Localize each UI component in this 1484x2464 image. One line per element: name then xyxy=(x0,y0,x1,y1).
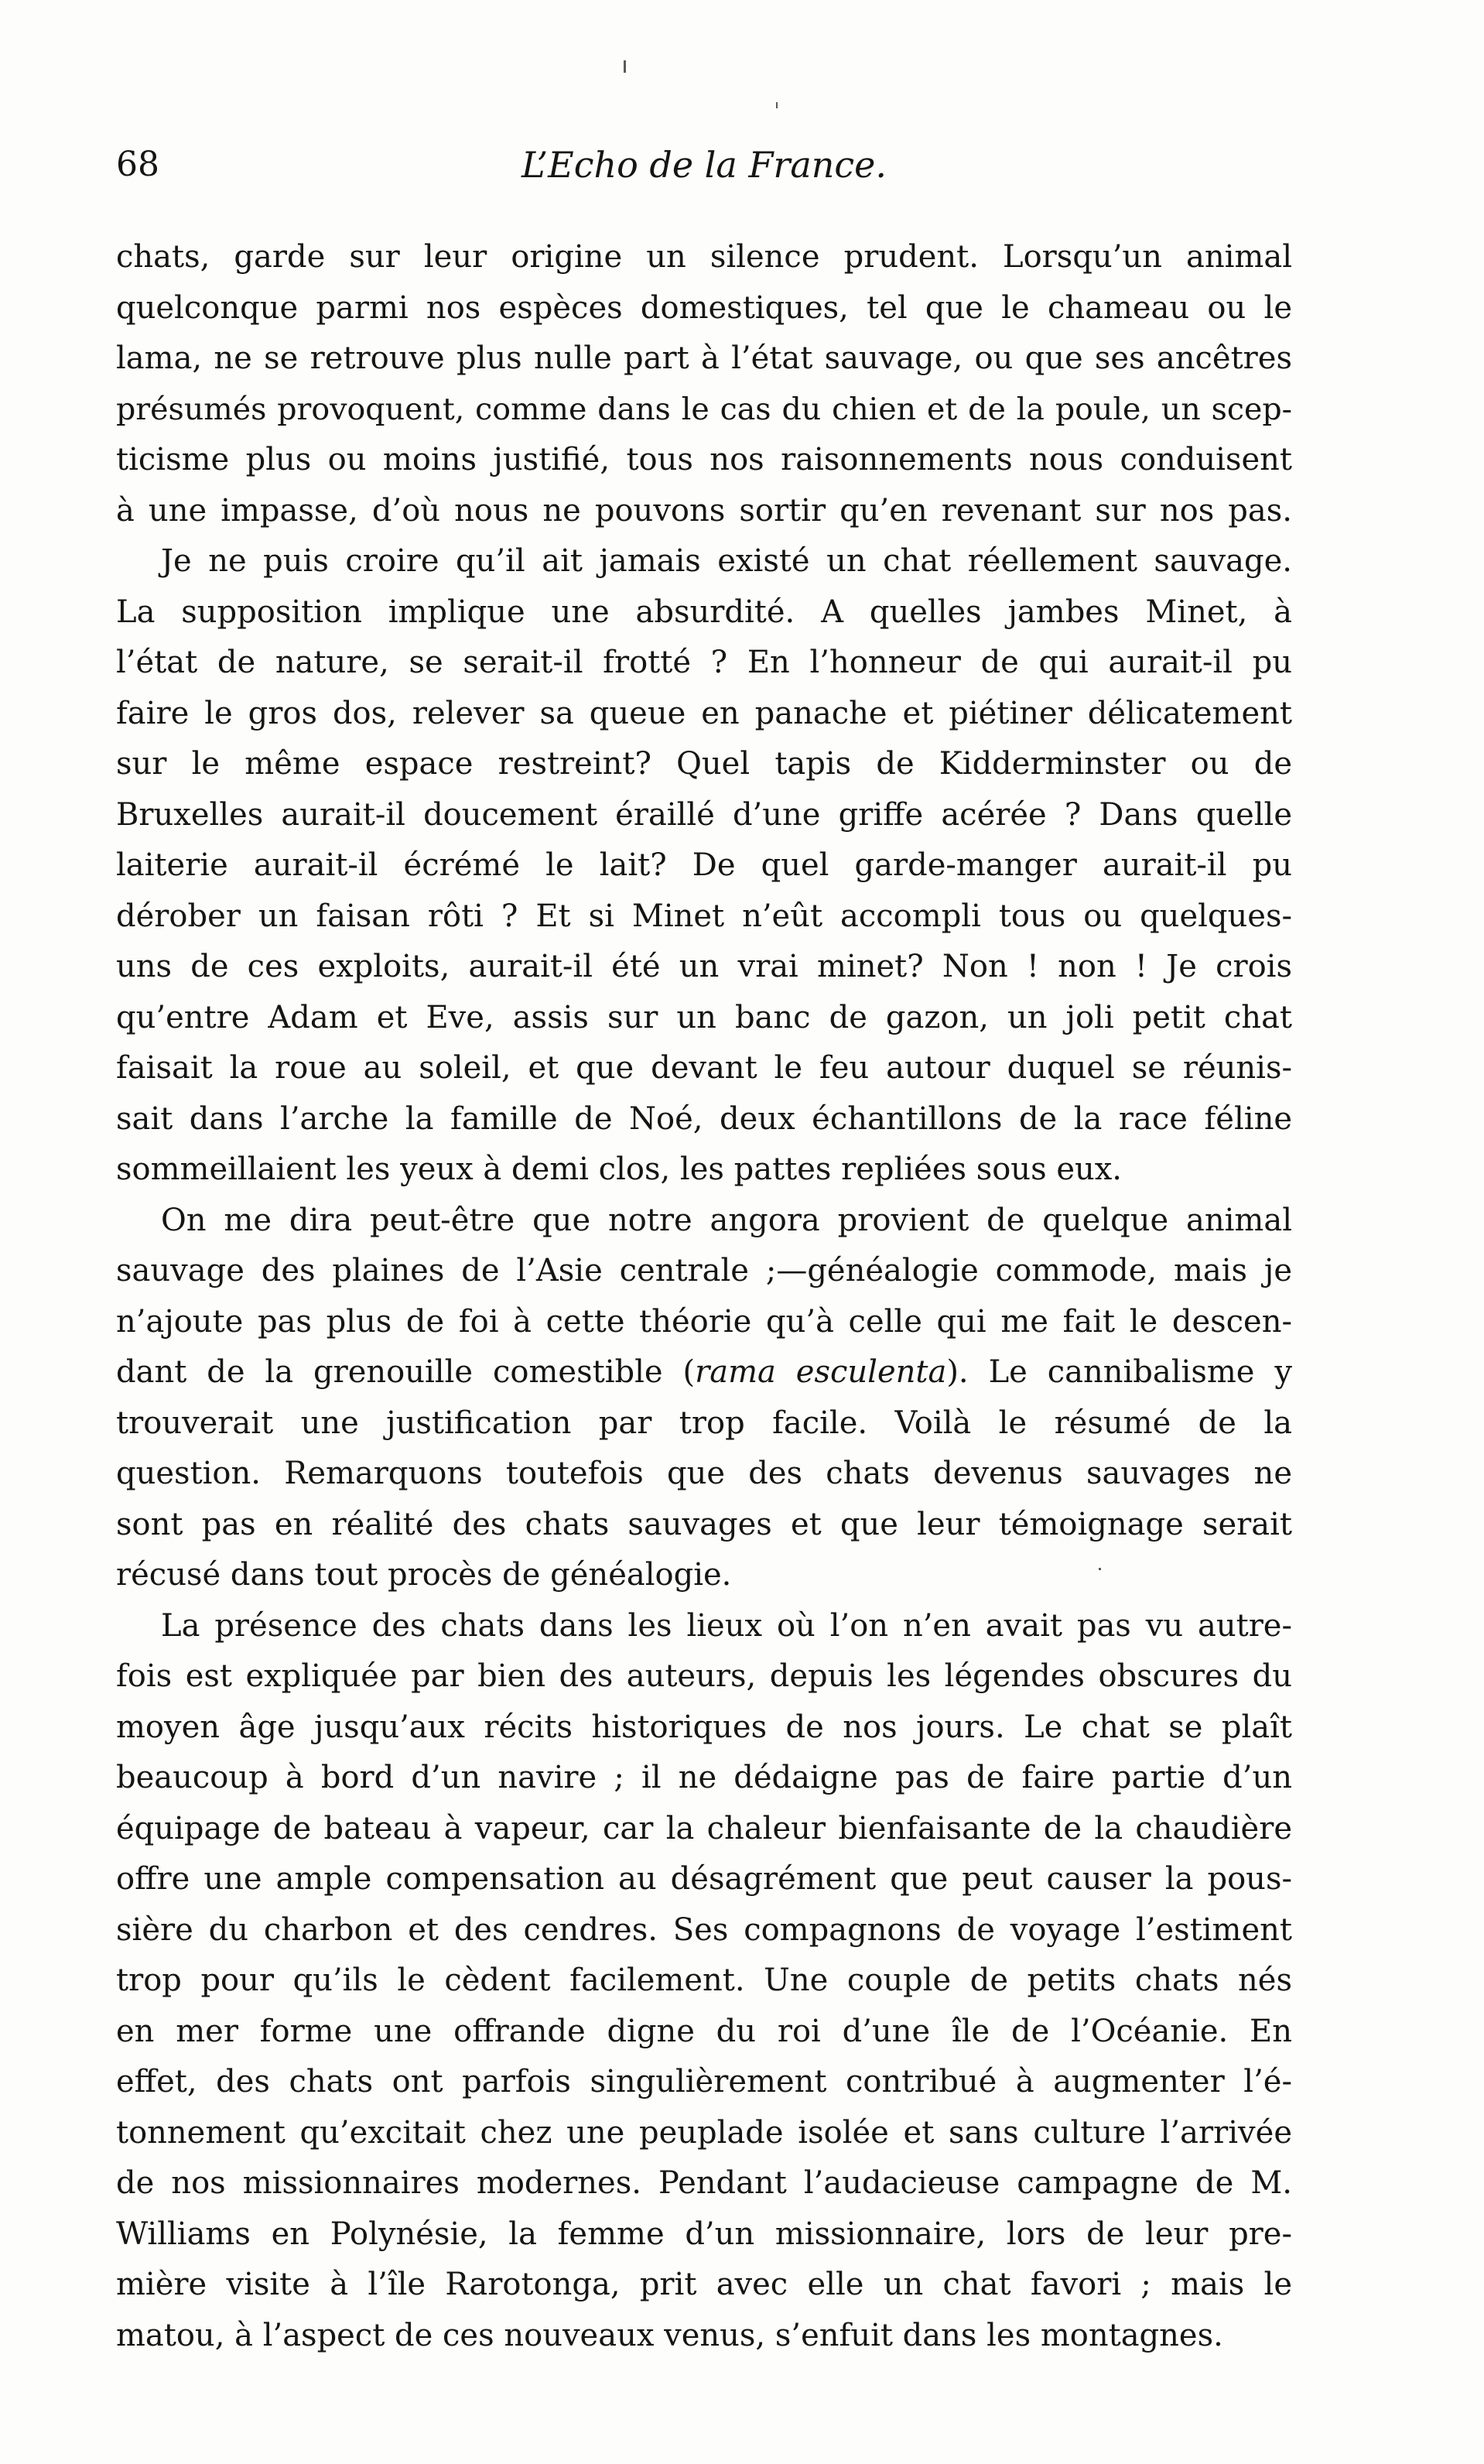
text-line: ticisme plus ou moins justifié, tous nos raisonnements nous conduisent xyxy=(116,442,1292,477)
text-line: lama, ne se retrouve plus nulle part à l’état sauvage, ou que ses ancêtres xyxy=(116,341,1292,376)
text-line: La supposition implique une absurdité. A quelles jambes Minet, à xyxy=(116,594,1292,630)
text-line: laiterie aurait-il écrémé le lait? De quel garde-manger aurait-il pu xyxy=(116,847,1292,883)
text-line: l’état de nature, se serait-il frotté ? En l’honneur de qui aurait-il pu xyxy=(116,645,1292,680)
paragraph xyxy=(116,1196,1292,1601)
text-line: moyen âge jusqu’aux récits historiques de nos jours. Le chat se plaît xyxy=(116,1709,1292,1745)
text-line: équipage de bateau à vapeur, car la chaleur bienfaisante de la chaudière xyxy=(116,1810,1292,1846)
text-line: beaucoup à bord d’un navire ; il ne dédaigne pas de faire partie d’un xyxy=(116,1760,1292,1795)
text-line: uns de ces exploits, aurait-il été un vrai minet? Non ! non ! Je crois xyxy=(116,949,1292,984)
text-line: de nos missionnaires modernes. Pendant l’audacieuse campagne de M. xyxy=(116,2165,1292,2201)
text-line: faisait la roue au soleil, et que devant le feu autour duquel se réunis- xyxy=(116,1050,1292,1086)
text-line: dant de la grenouille comestible (rama esculenta). Le cannibalisme y xyxy=(116,1354,1293,1390)
paragraph xyxy=(116,1601,1292,2362)
text-line: n’ajoute pas plus de foi à cette théorie qu’à celle qui me fait le descen- xyxy=(116,1303,1292,1340)
page-header xyxy=(116,138,1292,192)
text-line: récusé dans tout procès de généalogie. xyxy=(116,1557,732,1593)
text-line: sière du charbon et des cendres. Ses compagnons de voyage l’estiment xyxy=(116,1911,1292,1948)
text-line: sont pas en réalité des chats sauvages et que leur témoignage serait xyxy=(116,1506,1292,1542)
text-line: qu’entre Adam et Eve, assis sur un banc de gazon, un joli petit chat xyxy=(116,999,1292,1035)
text-line: présumés provoquent, comme dans le cas du chien et de la poule, un scep- xyxy=(116,391,1292,427)
italic-phrase: rama esculenta xyxy=(695,1354,947,1390)
text-line: en mer forme une offrande digne du roi d’une île de l’Océanie. En xyxy=(116,2013,1292,2049)
text-line: sur le même espace restreint? Quel tapis de Kidderminster ou de xyxy=(116,746,1292,782)
text-line: effet, des chats ont parfois singulièrement contribué à augmenter l’é- xyxy=(116,2064,1292,2100)
text-line: trop pour qu’ils le cèdent facilement. Une couple de petits chats nés xyxy=(116,1963,1292,1998)
text-line: sommeillaient les yeux à demi clos, les pattes repliées sous eux. xyxy=(116,1152,1123,1187)
text-line: dérober un faisan rôti ? Et si Minet n’eût accompli tous ou quelques- xyxy=(116,898,1292,934)
text-line: fois est expliquée par bien des auteurs, depuis les légendes obscures du xyxy=(116,1658,1292,1694)
page-number: 68 xyxy=(116,145,159,184)
text-line: sauvage des plaines de l’Asie centrale ;—généalogie commode, mais je xyxy=(116,1253,1292,1288)
text-line: question. Remarquons toutefois que des chats devenus sauvages ne xyxy=(116,1456,1292,1491)
paragraph xyxy=(116,232,1292,536)
text-line: La présence des chats dans les lieux où l’on n’en avait pas vu autre- xyxy=(161,1607,1292,1644)
text-line: sait dans l’arche la famille de Noé, deux échantillons de la race féline xyxy=(116,1100,1292,1137)
text-line: Bruxelles aurait-il doucement éraillé d’une griffe acérée ? Dans quelle xyxy=(116,796,1292,833)
text-line: trouverait une justification par trop facile. Voilà le résumé de la xyxy=(116,1405,1292,1441)
text-line: chats, garde sur leur origine un silence prudent. Lorsqu’un animal xyxy=(116,239,1292,275)
text-line: matou, à l’aspect de ces nouveaux venus, s’enfuit dans les montagnes. xyxy=(116,2317,1223,2353)
paragraph xyxy=(116,536,1292,1196)
running-title: L’Echo de la France. xyxy=(521,144,887,186)
body-text xyxy=(116,232,1292,2361)
scan-speck xyxy=(776,102,778,108)
text-line: On me dira peut-être que notre angora provient de quelque animal xyxy=(161,1202,1292,1238)
text-line: offre une ample compensation au désagrément que peut causer la pous- xyxy=(116,1861,1292,1897)
scan-speck xyxy=(624,60,626,73)
text-line: à une impasse, d’où nous ne pouvons sortir qu’en revenant sur nos pas. xyxy=(116,492,1292,529)
text-line: quelconque parmi nos espèces domestiques, tel que le chameau ou le xyxy=(116,289,1292,326)
text-line: tonnement qu’excitait chez une peuplade isolée et sans culture l’arrivée xyxy=(116,2114,1292,2151)
text-line: Je ne puis croire qu’il ait jamais existé un chat réellement sauvage. xyxy=(161,543,1292,579)
text-line: Williams en Polynésie, la femme d’un missionnaire, lors de leur pre- xyxy=(116,2216,1292,2252)
text-line: mière visite à l’île Rarotonga, prit avec elle un chat favori ; mais le xyxy=(116,2267,1292,2302)
text-line: faire le gros dos, relever sa queue en panache et piétiner délicatement xyxy=(116,695,1292,731)
